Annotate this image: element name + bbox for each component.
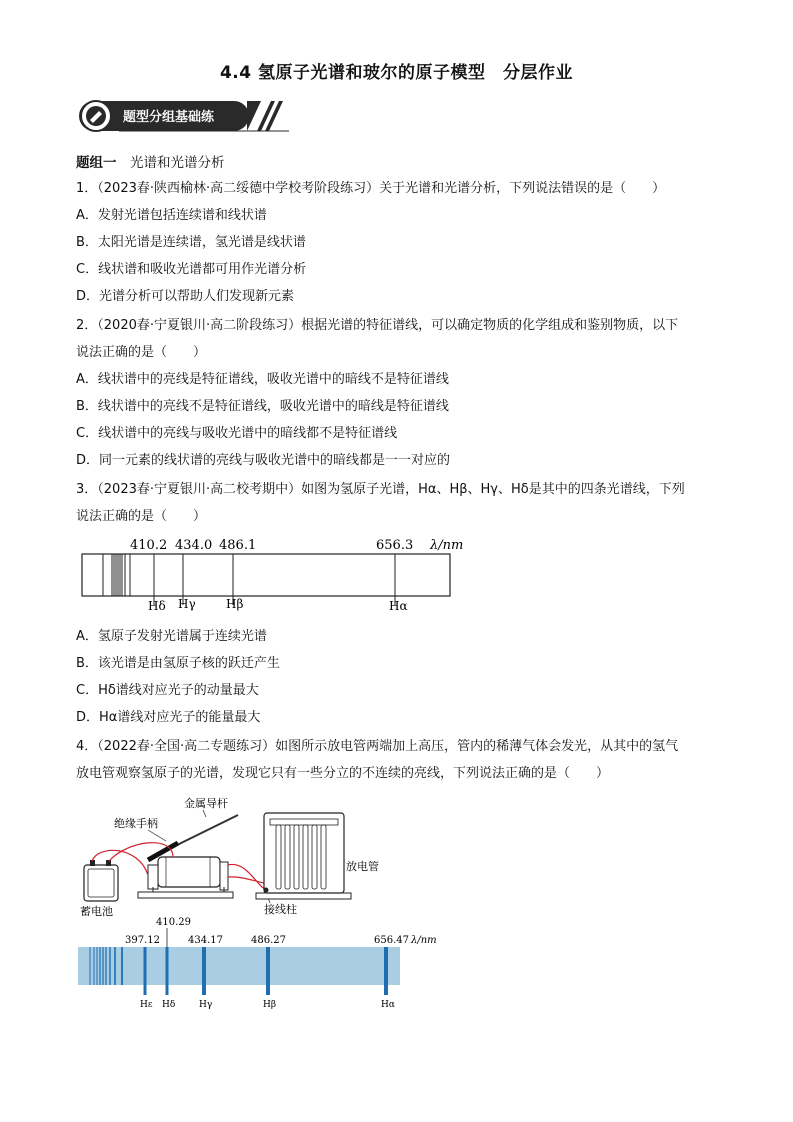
line-label-h-delta: Hδ — [148, 599, 166, 613]
question-1-stem: 1．（2023春·陕西榆林·高二绥德中学校考阶段练习）关于光谱和光谱分析，下列说法错误的是（ ） — [76, 181, 666, 196]
question-4-stem-line2: 放电管观察氢原子的光谱，发现它只有一些分立的不连续的亮线，下列说法正确的是（ ） — [76, 766, 610, 781]
wavelength-label-486: 486.1 — [219, 538, 257, 553]
banner-label: 题型分组基础练 — [123, 110, 215, 125]
wavelength-label-656: 656.47 — [374, 935, 409, 946]
question-3-option-c: C．Hδ谱线对应光子的动量最大 — [76, 683, 259, 698]
question-3-stem-line1: 3．（2023春·宁夏银川·高二校考期中）如图为氢原子光谱，Hα、Hβ、Hγ、Hδ是其中的四条光谱线，下列 — [76, 482, 685, 497]
discharge-tube-stand-icon — [256, 813, 351, 899]
line-label-h-alpha: Hα — [389, 599, 408, 613]
hydrogen-spectrum-figure-1 — [78, 535, 478, 615]
line-label-h-delta-2: Hδ — [162, 1000, 176, 1010]
label-discharge-tube: 放电管 — [346, 860, 379, 873]
axis-unit-label-2: λ/nm — [411, 935, 437, 946]
line-label-h-beta-2: Hβ — [263, 1000, 277, 1010]
wavelength-label-434: 434.17 — [188, 935, 223, 946]
question-2-option-b: B．线状谱中的亮线不是特征谱线，吸收光谱中的暗线是特征谱线 — [76, 399, 449, 414]
question-3-option-b: B．该光谱是由氢原子核的跃迁产生 — [76, 656, 280, 671]
line-label-h-alpha-2: Hα — [381, 1000, 395, 1010]
label-metal-rod: 金属导杆 — [184, 797, 228, 810]
question-3-option-d: D．Hα谱线对应光子的能量最大 — [76, 710, 261, 725]
line-label-h-beta: Hβ — [226, 597, 244, 611]
label-battery: 蓄电池 — [80, 905, 113, 918]
question-4-stem-line1: 4．（2022春·全国·高二专题练习）如图所示放电管两端加上高压，管内的稀薄气体会发光，从其中的氢气 — [76, 739, 679, 754]
wavelength-label-486: 486.27 — [251, 935, 286, 946]
question-2-option-c: C．线状谱中的亮线与吸收光谱中的暗线都不是特征谱线 — [76, 426, 398, 441]
discharge-tube-figure — [78, 795, 438, 1015]
question-3-option-a: A．氢原子发射光谱属于连续光谱 — [76, 629, 267, 644]
wavelength-label-410: 410.2 — [130, 538, 168, 553]
axis-unit-label: λ/nm — [430, 538, 464, 553]
wavelength-label-656: 656.3 — [376, 538, 414, 553]
group-heading — [76, 151, 225, 171]
wavelength-label-397: 397.12 — [125, 935, 160, 946]
question-1-option-c: C．线状谱和吸收光谱都可用作光谱分析 — [76, 262, 307, 277]
question-2-stem-line2: 说法正确的是（ ） — [76, 345, 207, 360]
page-title: 4.4 氢原子光谱和玻尔的原子模型 分层作业 — [219, 63, 574, 83]
wavelength-label-434: 434.0 — [175, 538, 213, 553]
question-2-stem-line1: 2．（2020春·宁夏银川·高二阶段练习）根据光谱的特征谱线，可以确定物质的化学组成和鉴别物质，以下 — [76, 318, 679, 333]
induction-coil-icon — [138, 857, 233, 898]
wavelength-label-410: 410.29 — [156, 917, 191, 928]
question-2-option-a: A．线状谱中的亮线是特征谱线，吸收光谱中的暗线不是特征谱线 — [76, 372, 449, 387]
question-1-option-d: D．光谱分析可以帮助人们发现新元素 — [76, 289, 295, 304]
question-1-option-b: B．太阳光谱是连续谱，氢光谱是线状谱 — [76, 235, 306, 250]
line-label-h-epsilon: Hε — [140, 1000, 153, 1010]
label-terminal: 接线柱 — [264, 903, 297, 916]
pencil-icon — [86, 106, 106, 126]
group-prefix: 题组一 — [76, 155, 117, 171]
question-1-option-a: A．发射光谱包括连续谱和线状谱 — [76, 208, 267, 223]
label-insulated-handle: 绝缘手柄 — [114, 817, 158, 830]
question-2-option-d: D．同一元素的线状谱的亮线与吸收光谱中的暗线都是一一对应的 — [76, 453, 451, 468]
line-label-h-gamma: Hγ — [178, 597, 196, 611]
group-label: 光谱和光谱分析 — [130, 155, 225, 171]
battery-icon — [84, 860, 118, 901]
question-3-stem-line2: 说法正确的是（ ） — [76, 509, 207, 524]
section-banner — [79, 99, 289, 133]
spectrum-band — [78, 947, 400, 985]
line-label-h-gamma-2: Hγ — [199, 1000, 213, 1010]
